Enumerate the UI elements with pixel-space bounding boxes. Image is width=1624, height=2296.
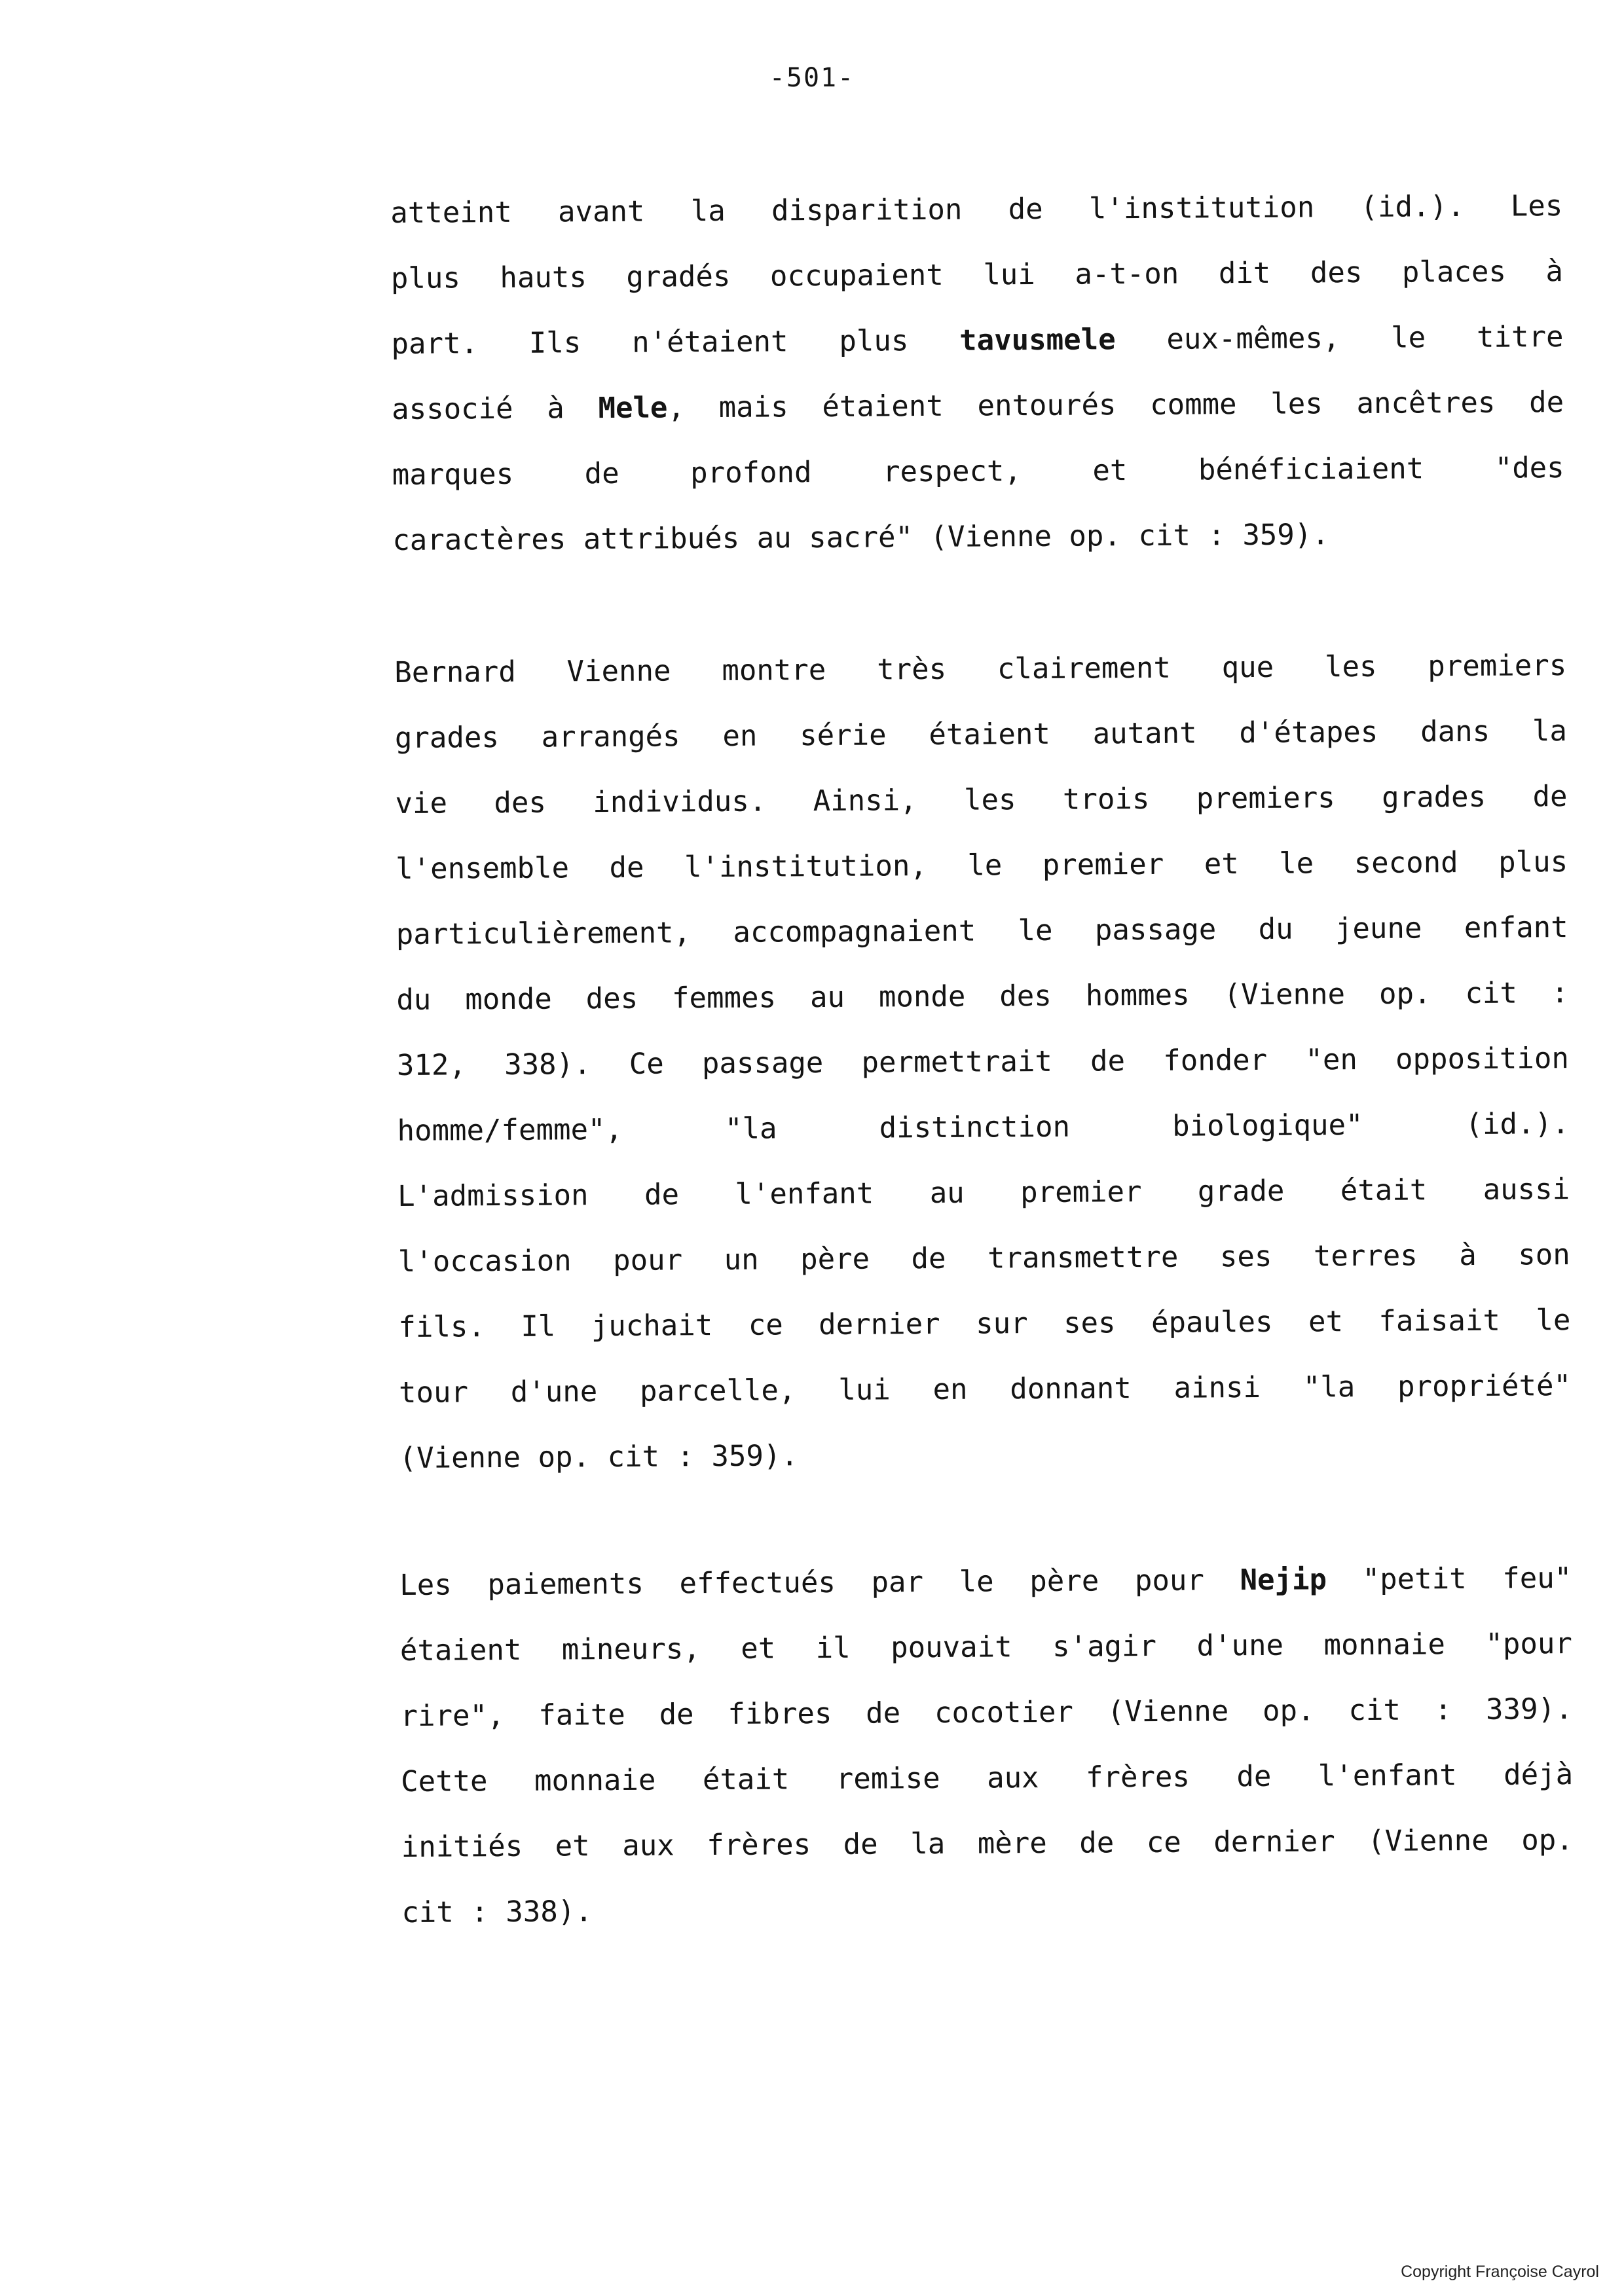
text-segment: tour d'une parcelle, lui en donnant ainsi "la propriété" [398, 1369, 1572, 1410]
bold-term: Nejip [1240, 1563, 1327, 1597]
text-line [396, 895, 1568, 968]
text-segment: (Vienne op. cit : 359). [399, 1439, 799, 1475]
page-number: -501- [769, 63, 855, 93]
text-line [392, 370, 1564, 443]
paragraph-1 [390, 173, 1565, 574]
text-line [401, 1873, 1574, 1946]
text-segment: particulièrement, accompagnaient le passage du jeune enfant [396, 911, 1568, 951]
text-segment: Les paiements effectués par le père pour [399, 1563, 1240, 1602]
text-segment: étaient mineurs, et il pouvait s'agir d'une monnaie "pour [399, 1627, 1573, 1667]
text-segment: initiés et aux frères de la mère de ce dernier (Vienne op. [401, 1823, 1574, 1864]
text-segment: fils. Il juchait ce dernier sur ses épaules et faisait le [398, 1303, 1571, 1344]
text-line [395, 699, 1568, 771]
text-segment: cit : 338). [401, 1895, 593, 1929]
text-line [390, 173, 1563, 246]
copyright-notice: Copyright Françoise Cayrol [1401, 2263, 1599, 2281]
text-segment: caractères attribués au sacré" (Vienne op. cit : 359). [392, 518, 1329, 557]
text-line [391, 239, 1564, 312]
text-line [397, 1026, 1570, 1099]
text-segment: rire", faite de fibres de cocotier (Vienne op. cit : 339). [400, 1692, 1573, 1733]
text-segment: eux-mêmes, le titre [1115, 320, 1564, 357]
text-line [399, 1353, 1572, 1426]
text-segment: atteint avant la disparition de l'institution (id.). Les [390, 189, 1563, 230]
text-line [401, 1808, 1574, 1880]
text-segment: marques de profond respect, et bénéficiaient "des [392, 451, 1564, 492]
text-segment: grades arrangés en série étaient autant d'étapes dans la [394, 714, 1568, 755]
text-line [397, 1222, 1570, 1295]
text-line [399, 1546, 1572, 1618]
text-line [396, 829, 1568, 902]
text-segment: part. Ils n'étaient plus [391, 323, 960, 361]
text-line [399, 1419, 1572, 1491]
text-line [398, 1288, 1571, 1360]
text-segment: L'admission de l'enfant au premier grade était aussi [397, 1173, 1570, 1213]
text-segment: Bernard Vienne montre très clairement que les premiers [394, 649, 1567, 689]
text-segment: l'ensemble de l'institution, le premier et le second plus [395, 845, 1568, 886]
bold-term: Mele [598, 391, 668, 426]
text-line [397, 1091, 1570, 1164]
bold-term: tavusmele [959, 323, 1116, 357]
text-segment: , mais étaient entourés comme les ancêtres de [667, 386, 1564, 425]
text-segment: homme/femme", "la distinction biologique" (id.). [397, 1107, 1570, 1148]
text-segment: 312, 338). Ce passage permettrait de fonder "en opposition [396, 1042, 1570, 1082]
text-segment: associé à [391, 392, 599, 426]
text-line [394, 633, 1567, 706]
text-segment: Cette monnaie était remise aux frères de l'enfant déjà [400, 1758, 1574, 1798]
text-segment: l'occasion pour un père de transmettre ses terres à son [397, 1238, 1570, 1279]
text-line [392, 501, 1565, 574]
text-segment: vie des individus. Ainsi, les trois premiers grades de [395, 780, 1568, 820]
text-line [395, 764, 1568, 837]
text-line [401, 1742, 1574, 1815]
text-line [400, 1677, 1573, 1749]
text-segment: plus hauts gradés occupaient lui a-t-on dit des places à [390, 255, 1564, 295]
text-segment: du monde des femmes au monde des hommes (Vienne op. cit : [396, 976, 1569, 1017]
text-line [400, 1611, 1573, 1684]
text-line [396, 960, 1569, 1033]
text-segment: "petit feu" [1326, 1561, 1572, 1597]
text-line [391, 304, 1564, 377]
paragraph-3 [399, 1546, 1574, 1946]
text-line [397, 1157, 1570, 1230]
text-line [392, 435, 1564, 508]
paragraph-2 [394, 633, 1572, 1491]
